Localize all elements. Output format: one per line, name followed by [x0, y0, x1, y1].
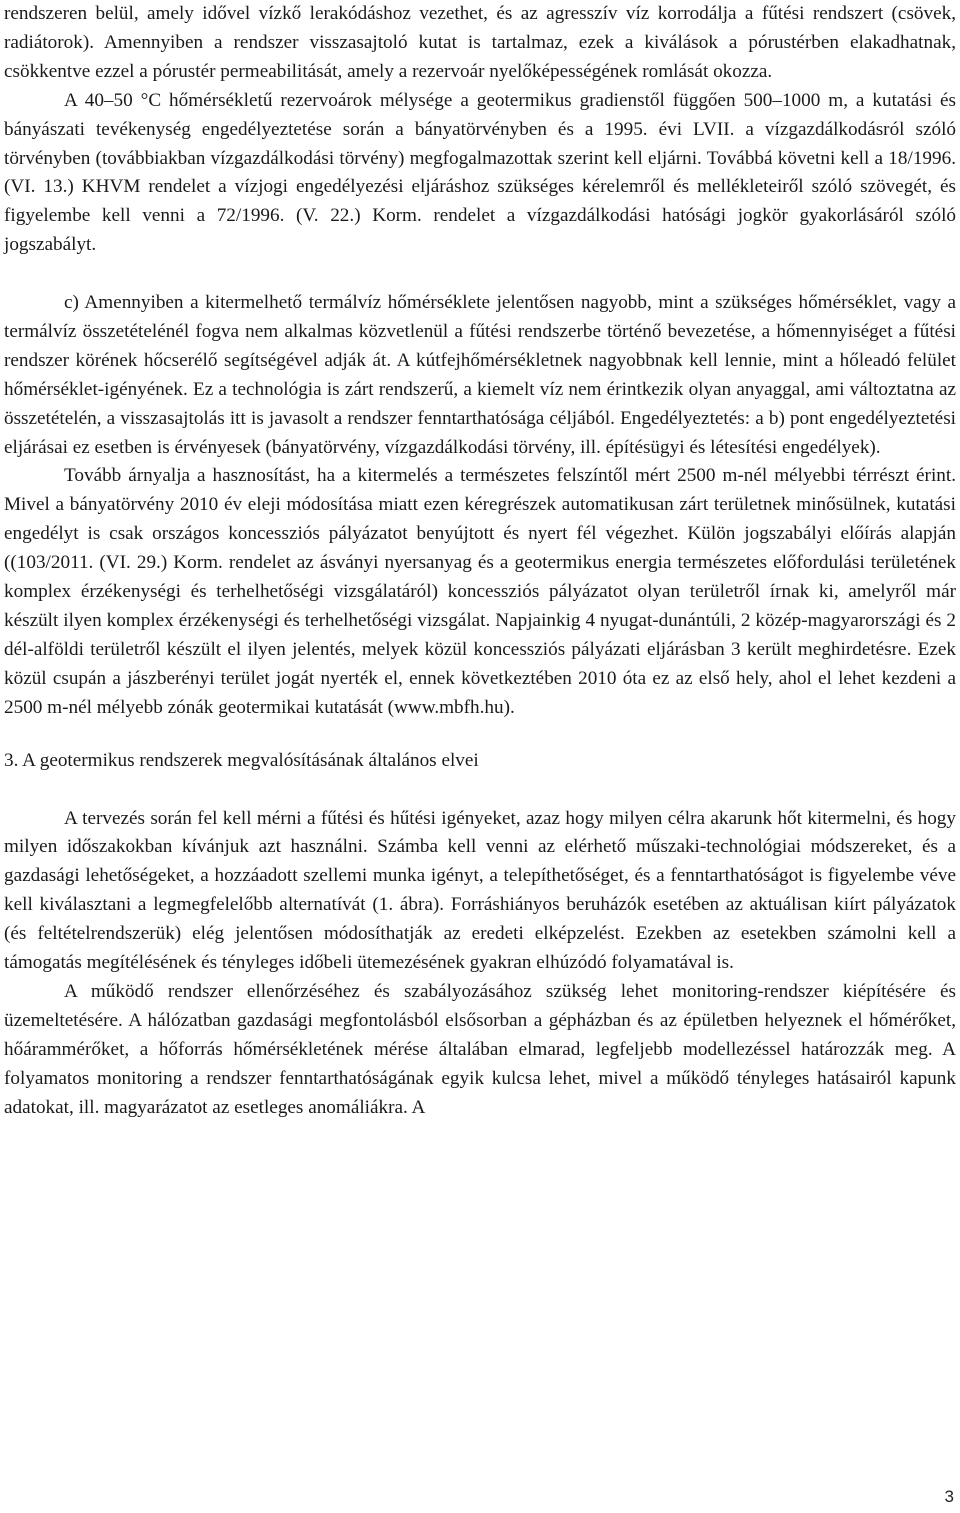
section-heading: 3. A geotermikus rendszerek megvalósításának általános elvei	[4, 749, 479, 771]
paragraph-monitoring: A működő rendszer ellenőrzéséhez és szabályozásához szükség lehet monitoring-rendszer kiépítésére és üzemeltetésére. A hálózatban gazdasági megfontolásból elsősorban a gépházban és az épületben helyeznek el hőmérőket, hőárammérőket, a hőforrás hőmérsékletének mérése általában elmarad, legfeljebb modellezéssel határozzák meg. A folyamatos monitoring a rendszer fenntarthatóságának egyik kulcsa lehet, mivel a működő tényleges hatásairól kapunk adatokat, ill. magyarázatot az esetleges anomáliákra. A	[4, 980, 956, 1118]
page-number: 3	[944, 1487, 954, 1506]
paragraph-planning: A tervezés során fel kell mérni a fűtési és hűtési igényeket, azaz hogy milyen célra akarunk hőt kitermelni, és hogy milyen időszakokban kívánjuk azt használni. Számba kell venni az elérhető műszaki-technológiai módszereket, és a gazdasági lehetőségeket, a hozzáadott szellemi munka igényt, a telepíthetőséget, és a fenntarthatóságot is figyelembe véve kell kiválasztani a legmegfelelőbb alternatívát (1. ábra). Forráshiányos beruházók esetében az aktuálisan kiírt pályázatok (és feltételrendszerük) elég jelentősen módosíthatják az eredeti elképzelést. Ezekben az esetekben számolni kell a támogatás megítélésének és tényleges időbeli ütemezésének gyakran elhúzódó folyamatával is.	[4, 807, 956, 974]
paragraph-continuation: rendszeren belül, amely idővel vízkő lerakódáshoz vezethet, és az agresszív víz korrodálja a fűtési rendszert (csövek, radiátorok). Amennyiben a rendszer visszasajtoló kutat is tartalmaz, ezek a kiválások a pórustérben elakadhatnak, csökkentve ezzel a pórustér permeabilitását, amely a rezervoár nyelőképességének romlását okozza.	[4, 3, 956, 82]
paragraph-heat-exchanger: c) Amennyiben a kitermelhető termálvíz hőmérséklete jelentősen nagyobb, mint a szükséges hőmérséklet, vagy a termálvíz összetételénél fogva nem alkalmas közvetlenül a fűtési rendszerbe történő bevezetése, a hőmennyiséget a fűtési rendszer körének hőcserélő segítségével adják át. A kútfejhőmérsékletnek nagyobbnak kell lennie, mint a hőleadó felület hőmérséklet-igényének. Ez a technológia is zárt rendszerű, a kiemelt víz nem érintkezik olyan anyaggal, ami változtatna az összetételén, a visszasajtolás itt is javasolt a rendszer fenntarthatósága céljából. Engedélyeztetés: a b) pont engedélyeztetési eljárásai ez esetben is érvényesek (bányatörvény, vízgazdálkodási törvény, ill. építésügyi és létesítési engedélyek).	[4, 292, 956, 458]
document-page	[4, 0, 956, 1123]
paragraph-reservoir-depth: A 40–50 °C hőmérsékletű rezervoárok mélysége a geotermikus gradienstől függően 500–1000 m, a kutatási és bányászati tevékenység engedélyeztetése során a bányatörvényben és a 1995. évi LVII. a vízgazdálkodásról szóló törvényben (továbbiakban vízgazdálkodási törvény) megfogalmazottak szerint kell eljárni. Továbbá követni kell a 18/1996. (VI. 13.) KHVM rendelet a vízjogi engedélyezési eljáráshoz szükséges kérelemről és mellékleteiről szóló szövegét, és figyelembe kell venni a 72/1996. (V. 22.) Korm. rendelet a vízgazdálkodási hatósági jogkör gyakorlásáról szóló jogszabályt.	[4, 89, 956, 256]
paragraph-deep-zones: Tovább árnyalja a hasznosítást, ha a kitermelés a természetes felszíntől mért 2500 m-nél mélyebbi térrészt érint. Mivel a bányatörvény 2010 év eleji módosítása miatt ezen kéregrészek automatikusan zárt területnek minősülnek, kutatási engedélyt is csak országos koncessziós pályázatot benyújtott és nyert fél végezhet. Külön jogszabályi előírás alapján ((103/2011. (VI. 29.) Korm. rendelet az ásványi nyersanyag és a geotermikus energia természetes előfordulási területének komplex érzékenységi és terhelhetőségi vizsgálatáról) koncessziós pályázatot olyan területről írnak ki, amelyről már készült ilyen komplex érzékenységi és terhelhetőségi vizsgálat. Napjainkig 4 nyugat-dunántúli, 2 közép-magyarországi és 2 dél-alföldi területről készült el ilyen jelentés, melyek közül koncessziós pályázati eljárásban 3 került meghirdetésre. Ezek közül csupán a jászberényi terület jogát nyerték el, ennek következtében 2010 óta ez az első hely, ahol el lehet kezdeni a 2500 m-nél mélyebb zónák geotermikai kutatását (www.mbfh.hu).	[4, 465, 956, 718]
